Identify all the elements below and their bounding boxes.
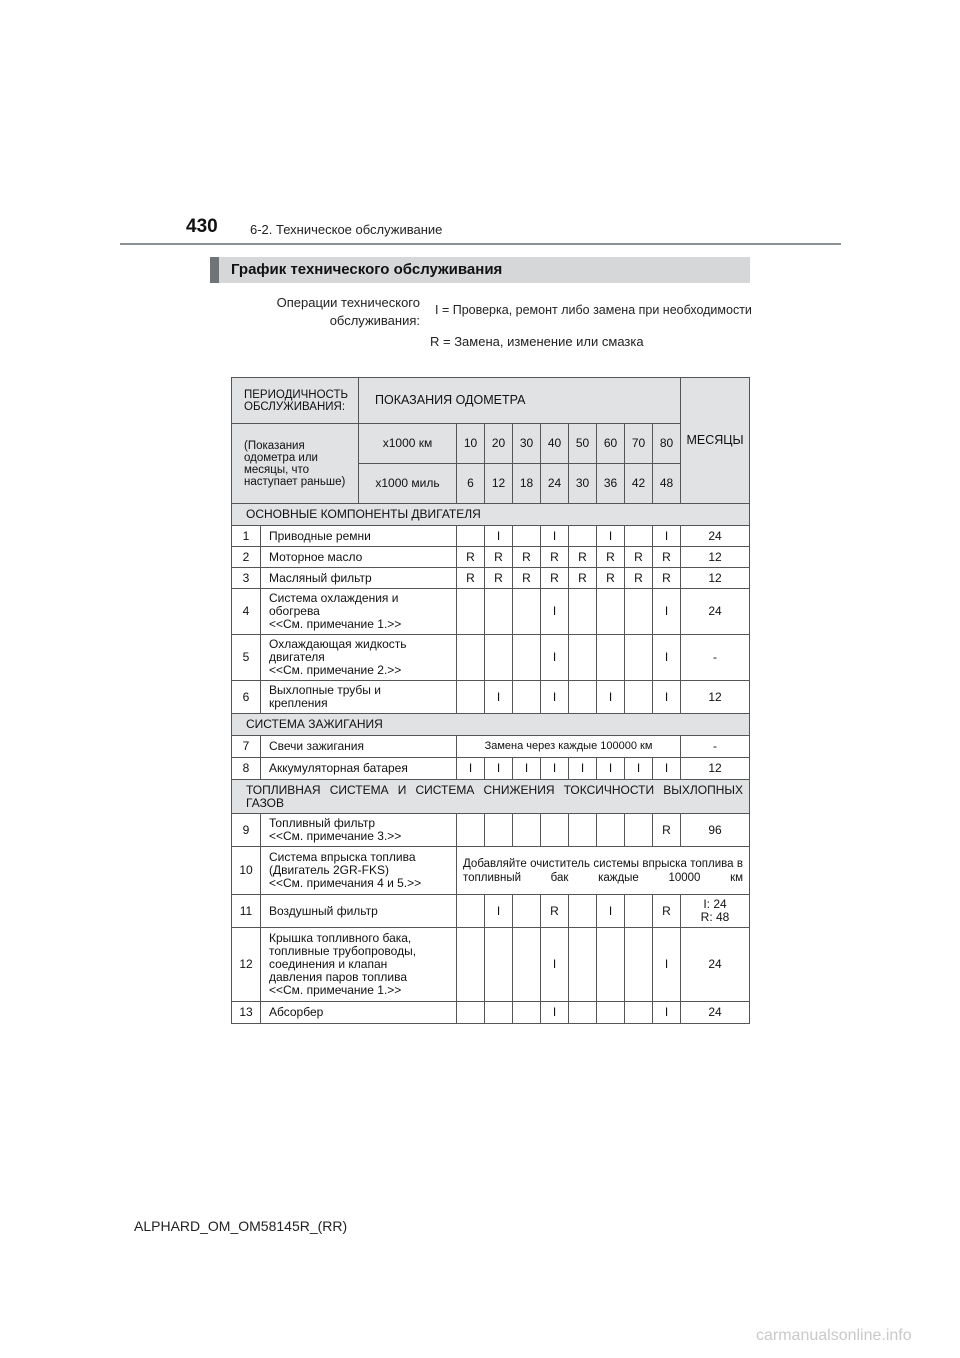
schedule-cell: R: [457, 568, 485, 589]
row-number: 3: [232, 568, 261, 589]
schedule-cell: [625, 1002, 653, 1024]
item-name-line: Выхлопные трубы и: [269, 683, 381, 697]
schedule-cell: R: [653, 895, 681, 928]
km-value: 20: [485, 424, 513, 464]
mile-value: 42: [625, 464, 653, 504]
schedule-cell: I: [485, 526, 513, 547]
item-name-line: давления паров топлива: [269, 970, 407, 984]
odometer-header: ПОКАЗАНИЯ ОДОМЕТРА: [359, 378, 681, 424]
months-cell: -: [681, 736, 750, 758]
watermark: carmanualsonline.info: [756, 1327, 912, 1344]
schedule-cell: I: [485, 895, 513, 928]
schedule-cell: [569, 1002, 597, 1024]
schedule-cell: [569, 589, 597, 635]
schedule-cell: R: [485, 547, 513, 568]
schedule-cell: R: [513, 547, 541, 568]
item-name: [261, 589, 457, 635]
table-row: [232, 547, 750, 568]
item-note-line: <<См. примечание 1.>>: [269, 983, 402, 997]
km-value: 70: [625, 424, 653, 464]
schedule-cell: [485, 589, 513, 635]
schedule-cell: I: [597, 895, 625, 928]
category-ignition: СИСТЕМА ЗАЖИГАНИЯ: [232, 714, 750, 736]
km-value: 50: [569, 424, 597, 464]
months-value: I: 24: [703, 897, 727, 911]
km-value: 60: [597, 424, 625, 464]
schedule-cell: R: [513, 568, 541, 589]
km-value: 30: [513, 424, 541, 464]
schedule-cell: [569, 895, 597, 928]
page-number: 430: [186, 216, 218, 237]
item-name: [261, 814, 457, 847]
row-number: 2: [232, 547, 261, 568]
legend-label: [240, 294, 420, 330]
category-engine: ОСНОВНЫЕ КОМПОНЕНТЫ ДВИГАТЕЛЯ: [232, 504, 750, 526]
legend-r-definition: R = Замена, изменение или смазка: [430, 334, 644, 349]
schedule-cell: [485, 814, 513, 847]
months-cell: 24: [681, 1002, 750, 1024]
months-cell: 24: [681, 589, 750, 635]
schedule-cell: [625, 814, 653, 847]
document-code: ALPHARD_OM_OM58145R_(RR): [134, 1218, 348, 1234]
schedule-cell: [597, 589, 625, 635]
km-unit: x1000 км: [359, 424, 457, 464]
months-cell: 12: [681, 681, 750, 714]
schedule-cell: [569, 526, 597, 547]
schedule-cell: I: [653, 1002, 681, 1024]
table-row: [232, 1002, 750, 1024]
table-row: [232, 568, 750, 589]
category-fuel: ТОПЛИВНАЯ СИСТЕМА И СИСТЕМА СНИЖЕНИЯ ТОКСИЧНОСТИ ВЫХЛОПНЫХ ГАЗОВ: [232, 780, 750, 814]
period-note: (Показания одометра или месяцы, что наступает раньше): [232, 424, 359, 504]
schedule-cell: [513, 589, 541, 635]
item-name-line: двигателя: [269, 650, 325, 664]
row-number: 7: [232, 736, 261, 758]
months-cell: 96: [681, 814, 750, 847]
months-cell: 12: [681, 547, 750, 568]
item-name: Моторное масло: [261, 547, 457, 568]
schedule-cell: [457, 589, 485, 635]
km-value: 80: [653, 424, 681, 464]
schedule-cell: R: [541, 895, 569, 928]
mile-value: 6: [457, 464, 485, 504]
schedule-cell: I: [541, 681, 569, 714]
schedule-cell: [513, 681, 541, 714]
mile-value: 36: [597, 464, 625, 504]
table-row: [232, 847, 750, 895]
mile-value: 48: [653, 464, 681, 504]
row-number: 10: [232, 847, 261, 895]
item-note-line: <<См. примечание 2.>>: [269, 663, 402, 677]
schedule-cell: [457, 895, 485, 928]
table-row: [232, 814, 750, 847]
schedule-cell: I: [653, 526, 681, 547]
schedule-cell: [485, 928, 513, 1002]
schedule-cell: R: [597, 547, 625, 568]
schedule-cell: I: [541, 526, 569, 547]
schedule-cell: [457, 814, 485, 847]
spark-plug-note: Замена через каждые 100000 км: [457, 736, 681, 758]
item-name: Аккумуляторная батарея: [261, 758, 457, 780]
months-cell: -: [681, 635, 750, 681]
schedule-cell: [597, 928, 625, 1002]
schedule-cell: [597, 1002, 625, 1024]
schedule-cell: [597, 814, 625, 847]
table-row: [232, 681, 750, 714]
schedule-cell: [485, 1002, 513, 1024]
legend-label-line2: обслуживания:: [329, 313, 420, 328]
schedule-cell: [569, 928, 597, 1002]
km-value: 10: [457, 424, 485, 464]
item-name-line: Охлаждающая жидкость: [269, 637, 407, 651]
schedule-cell: I: [541, 758, 569, 780]
schedule-cell: R: [457, 547, 485, 568]
schedule-cell: I: [597, 526, 625, 547]
months-header: МЕСЯЦЫ: [681, 378, 750, 504]
schedule-cell: [625, 681, 653, 714]
table-row: [232, 526, 750, 547]
schedule-cell: [513, 526, 541, 547]
schedule-cell: I: [485, 681, 513, 714]
schedule-cell: I: [569, 758, 597, 780]
schedule-cell: [457, 928, 485, 1002]
item-name: [261, 847, 457, 895]
schedule-cell: [513, 928, 541, 1002]
schedule-cell: [513, 814, 541, 847]
maintenance-schedule-table: [231, 377, 750, 1024]
schedule-cell: [569, 814, 597, 847]
schedule-cell: I: [457, 758, 485, 780]
schedule-cell: R: [541, 568, 569, 589]
item-name: [261, 681, 457, 714]
schedule-cell: I: [597, 681, 625, 714]
schedule-cell: [625, 635, 653, 681]
section-title: 6-2. Техническое обслуживание: [250, 222, 443, 237]
table-row: [232, 928, 750, 1002]
schedule-cell: R: [653, 568, 681, 589]
months-cell: [681, 895, 750, 928]
schedule-cell: [457, 681, 485, 714]
item-note-line: <<См. примечание 3.>>: [269, 829, 402, 843]
schedule-cell: [513, 895, 541, 928]
table-row: [232, 589, 750, 635]
months-cell: 12: [681, 568, 750, 589]
row-number: 1: [232, 526, 261, 547]
row-number: 5: [232, 635, 261, 681]
item-name-line: обогрева: [269, 604, 320, 618]
schedule-cell: I: [653, 928, 681, 1002]
months-cell: 24: [681, 526, 750, 547]
item-name-line: соединения и клапан: [269, 957, 388, 971]
item-name: Свечи зажигания: [261, 736, 457, 758]
mile-value: 24: [541, 464, 569, 504]
months-cell: 12: [681, 758, 750, 780]
item-name-line: Топливный фильтр: [269, 816, 375, 830]
mile-unit: x1000 миль: [359, 464, 457, 504]
row-number: 8: [232, 758, 261, 780]
item-name: [261, 928, 457, 1002]
months-cell: 24: [681, 928, 750, 1002]
schedule-cell: R: [625, 568, 653, 589]
schedule-cell: I: [541, 635, 569, 681]
schedule-cell: I: [653, 589, 681, 635]
schedule-cell: [457, 635, 485, 681]
mile-value: 18: [513, 464, 541, 504]
schedule-cell: R: [597, 568, 625, 589]
item-name-line: крепления: [269, 696, 328, 710]
item-name-line: Крышка топливного бака,: [269, 931, 412, 945]
table-row: [232, 895, 750, 928]
section-heading: График технического обслуживания: [231, 261, 503, 278]
schedule-cell: [569, 681, 597, 714]
header-divider: [120, 243, 841, 245]
row-number: 6: [232, 681, 261, 714]
item-name-line: топливные трубопроводы,: [269, 944, 417, 958]
mile-value: 12: [485, 464, 513, 504]
item-name-line: Система охлаждения и: [269, 591, 399, 605]
item-name: Воздушный фильтр: [261, 895, 457, 928]
schedule-cell: R: [485, 568, 513, 589]
schedule-cell: I: [485, 758, 513, 780]
item-name: Абсорбер: [261, 1002, 457, 1024]
schedule-cell: R: [653, 814, 681, 847]
schedule-cell: I: [625, 758, 653, 780]
schedule-cell: I: [653, 758, 681, 780]
legend-label-line1: Операции технического: [276, 295, 420, 310]
schedule-cell: [513, 1002, 541, 1024]
periodicity-header: ПЕРИОДИЧНОСТЬ ОБСЛУЖИВАНИЯ:: [232, 378, 359, 424]
row-number: 12: [232, 928, 261, 1002]
row-number: 11: [232, 895, 261, 928]
schedule-cell: R: [541, 547, 569, 568]
mile-value: 30: [569, 464, 597, 504]
schedule-cell: [625, 526, 653, 547]
schedule-cell: I: [597, 758, 625, 780]
item-note-line: <<См. примечания 4 и 5.>>: [269, 876, 422, 890]
legend-i-definition: I = Проверка, ремонт либо замена при необходимости: [435, 303, 752, 317]
schedule-cell: [597, 635, 625, 681]
schedule-cell: [569, 635, 597, 681]
row-number: 4: [232, 589, 261, 635]
section-heading-bar: [210, 257, 750, 283]
table-row: [232, 758, 750, 780]
table-row: [232, 736, 750, 758]
schedule-cell: [625, 928, 653, 1002]
schedule-cell: I: [541, 928, 569, 1002]
schedule-cell: R: [569, 568, 597, 589]
months-value: R: 48: [700, 910, 730, 924]
item-name-line: (Двигатель 2GR-FKS): [269, 863, 389, 877]
km-value: 40: [541, 424, 569, 464]
schedule-cell: I: [513, 758, 541, 780]
schedule-cell: [541, 814, 569, 847]
row-number: 13: [232, 1002, 261, 1024]
schedule-cell: [513, 635, 541, 681]
schedule-cell: [625, 589, 653, 635]
row-number: 9: [232, 814, 261, 847]
schedule-cell: R: [625, 547, 653, 568]
item-name-line: Система впрыска топлива: [269, 850, 416, 864]
item-name: Масляный фильтр: [261, 568, 457, 589]
schedule-cell: I: [541, 589, 569, 635]
injection-cleaner-note: Добавляйте очиститель системы впрыска топлива в топливный бак каждые 10000 км: [457, 847, 750, 895]
schedule-cell: [625, 895, 653, 928]
heading-accent: [210, 257, 219, 283]
item-note-line: <<См. примечание 1.>>: [269, 617, 402, 631]
item-name: Приводные ремни: [261, 526, 457, 547]
schedule-cell: I: [541, 1002, 569, 1024]
table-row: [232, 635, 750, 681]
schedule-cell: R: [569, 547, 597, 568]
schedule-cell: [485, 635, 513, 681]
schedule-cell: I: [653, 635, 681, 681]
schedule-cell: I: [653, 681, 681, 714]
schedule-cell: R: [653, 547, 681, 568]
schedule-cell: [457, 1002, 485, 1024]
item-name: [261, 635, 457, 681]
schedule-cell: [457, 526, 485, 547]
